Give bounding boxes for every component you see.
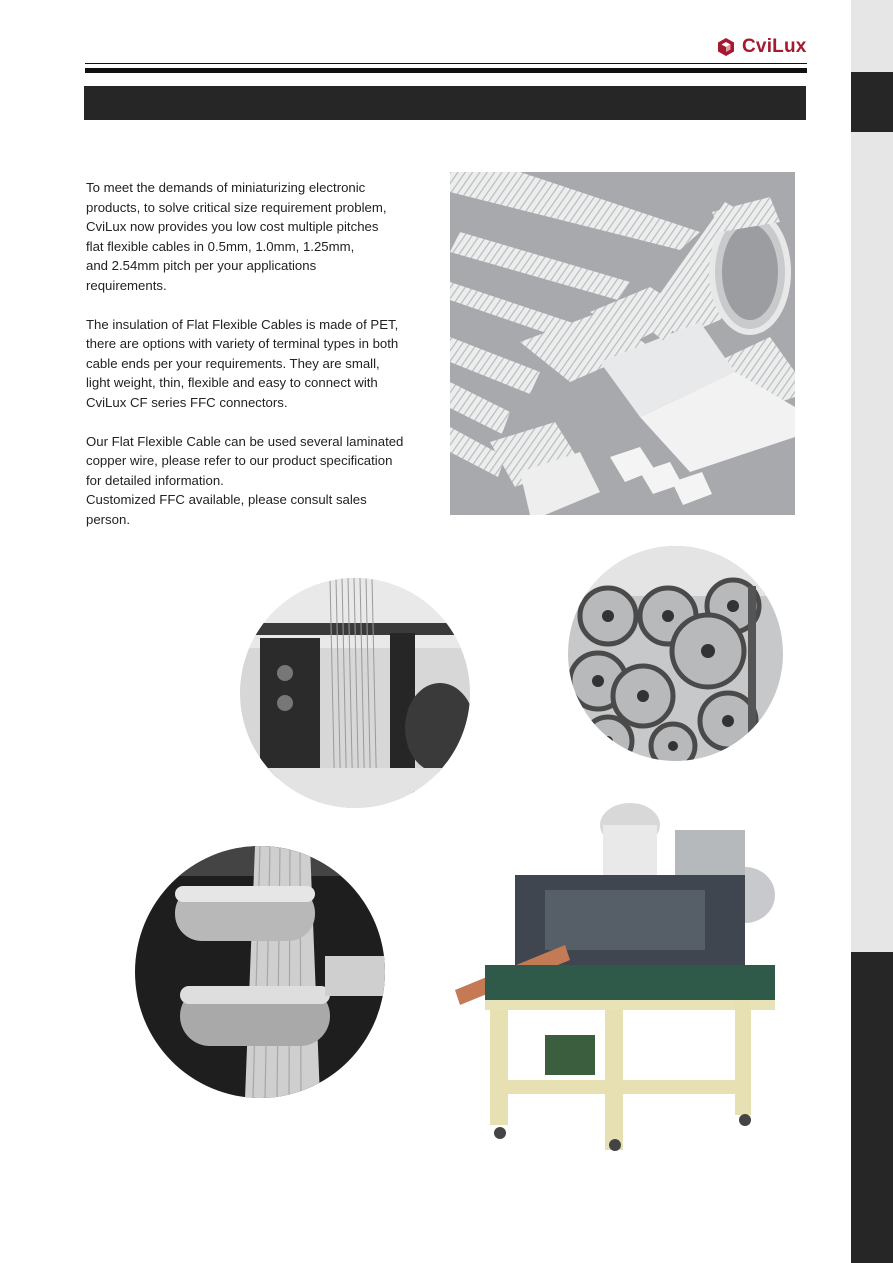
lamination-rollers-photo — [240, 578, 470, 808]
logo-text: CviLux — [742, 36, 807, 57]
intro-paragraph-1: To meet the demands of miniaturizing electronic products, to solve critical size requirement problem, CviLux now provides you low cost multiple pitches flat flexible cables in 0.5mm, 1.0mm, 1.25mm, and 2.54mm pitch per your applications requirements. — [86, 180, 387, 293]
side-tab-bottom — [851, 952, 893, 1263]
cvilux-logo — [716, 36, 807, 58]
header-rule-thin — [85, 63, 807, 64]
section-title-bar — [84, 86, 806, 120]
wire-spools-photo — [568, 546, 783, 761]
intro-paragraph-2: The insulation of Flat Flexible Cables is made of PET, there are options with variety of terminal types in both cable ends per your requirements. They are small, light weight, thin, flexible and easy to connect with CviLux CF series FFC connectors. — [86, 316, 399, 410]
header-rule-thick — [85, 68, 807, 73]
cvilux-hexagon-logo-icon — [716, 37, 736, 57]
ffc-manufacturing-machine-photo — [455, 795, 787, 1153]
ffc-cables-photo — [450, 172, 795, 515]
intro-paragraph-3: Our Flat Flexible Cable can be used several laminated copper wire, please refer to our product specification for detailed information. — [86, 433, 404, 488]
side-tab-top — [851, 72, 893, 132]
intro-paragraph-4: Customized FFC available, please consult sales person. — [86, 492, 367, 527]
intro-text — [86, 178, 434, 549]
film-rollers-photo — [135, 846, 385, 1098]
